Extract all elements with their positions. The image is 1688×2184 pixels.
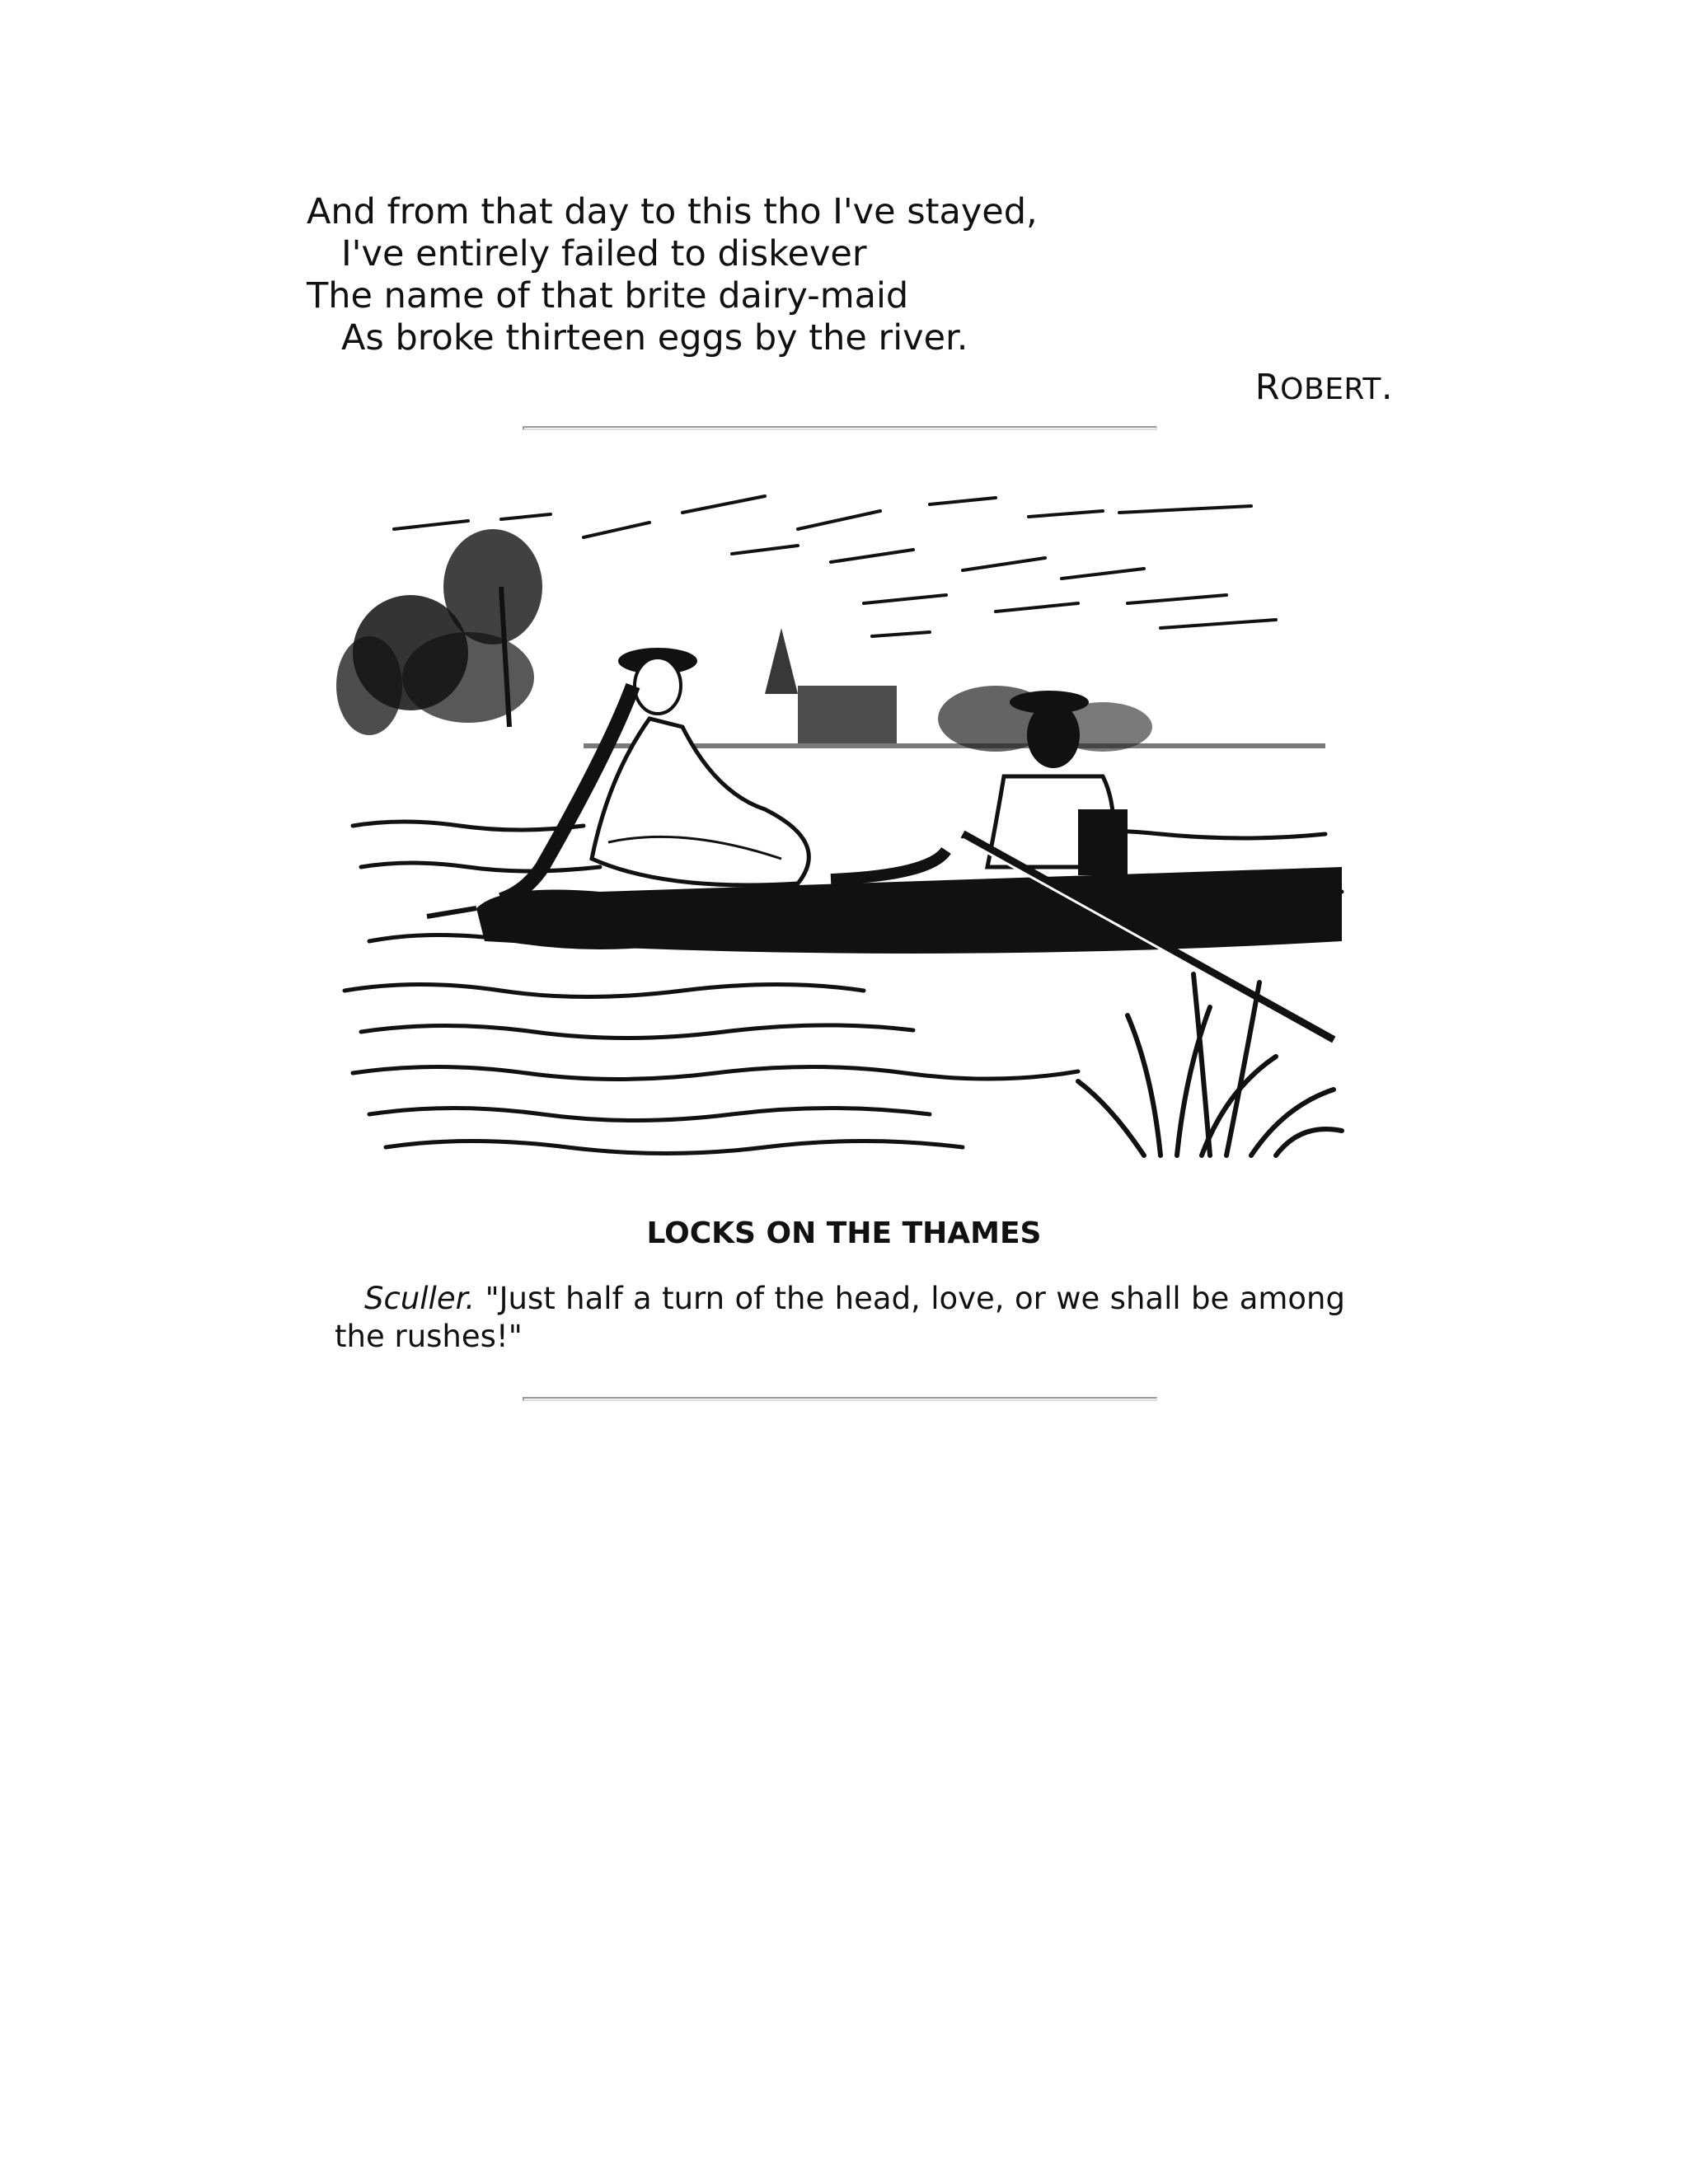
far-shore xyxy=(584,628,1325,752)
dialogue-quote: "Just half a turn of the head, love, or we shall be among the rushes!" xyxy=(335,1281,1345,1354)
poem-line: I've entirely failed to diskever xyxy=(341,233,867,274)
illustration-title: LOCKS ON THE THAMES xyxy=(646,1216,1042,1250)
signature-end: . xyxy=(1381,367,1393,408)
caption-dialogue xyxy=(335,1280,1345,1356)
poem-line: And from that day to this tho I've stayed, xyxy=(307,191,1038,232)
rushes xyxy=(1078,974,1342,1155)
water-ripples xyxy=(345,822,1342,1154)
signature-initial: R xyxy=(1254,367,1281,408)
section-divider xyxy=(523,426,1157,430)
poem-line: As broke thirteen eggs by the river. xyxy=(341,317,968,359)
signature-rest: OBERT xyxy=(1280,373,1381,406)
seated-lady xyxy=(501,648,809,900)
illustration-rowing-boat xyxy=(336,480,1350,1164)
section-divider xyxy=(523,1397,1157,1401)
author-signature xyxy=(1255,369,1393,408)
poem-stanza xyxy=(307,191,1419,359)
trees xyxy=(336,529,542,735)
poem-line: The name of that brite dairy-maid xyxy=(307,275,909,316)
speaker-name: Sculler. xyxy=(364,1281,476,1316)
